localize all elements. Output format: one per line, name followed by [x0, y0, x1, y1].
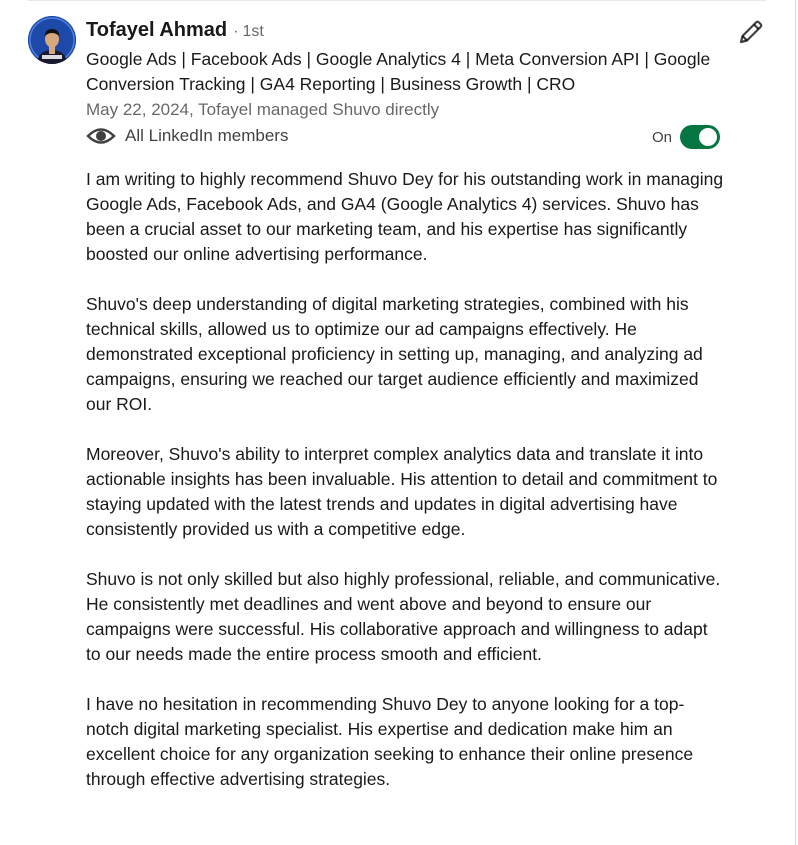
toggle-knob: [699, 128, 717, 146]
edit-button[interactable]: [736, 17, 766, 47]
panel-border: [795, 0, 796, 845]
toggle-switch[interactable]: [680, 125, 720, 149]
avatar[interactable]: [28, 16, 76, 64]
recommendation-paragraph: Moreover, Shuvo's ability to interpret complex analytics data and translate it into actionable insights has been invaluable. His attention to detail and commitment to staying updated with the latest trends and updates in digital advertising have consistently provided us with a competitive edge.: [86, 444, 718, 539]
recommendation-text: [86, 167, 726, 817]
author-name[interactable]: Tofayel Ahmad: [86, 19, 228, 41]
separator-dot: ·: [233, 23, 239, 40]
eye-icon: [86, 124, 116, 148]
top-divider: [28, 0, 766, 1]
author-headline: Google Ads | Facebook Ads | Google Analytics 4 | Meta Conversion API | Google Conversion Tracking | GA4 Reporting | Business Growth | CRO: [86, 49, 711, 94]
profile-photo-icon: [28, 16, 76, 64]
pencil-icon: [737, 18, 765, 46]
visibility-setting: [86, 124, 288, 148]
recommendation-paragraph: I have no hesitation in recommending Shuvo Dey to anyone looking for a top-notch digital marketing specialist. His expertise and dedication make him an excellent choice for any organization seeking to enhance their online presence through effective advertising strategies.: [86, 694, 694, 789]
connection-degree: 1st: [242, 23, 264, 40]
recommendation-meta: May 22, 2024, Tofayel managed Shuvo directly: [86, 100, 440, 119]
author-line: [86, 19, 264, 45]
recommendation-paragraph: Shuvo is not only skilled but also highly professional, reliable, and communicative. He consistently met deadlines and went above and beyond to ensure our campaigns were successful. His collaborative approach and willingness to adapt to our needs made the entire process smooth and efficient.: [86, 569, 721, 664]
visibility-label: All LinkedIn members: [125, 126, 289, 145]
recommendation-paragraph: I am writing to highly recommend Shuvo Dey for his outstanding work in managing Google Ads, Facebook Ads, and GA4 (Google Analytics 4) services. Shuvo has been a crucial asset to our marketing team, and his expertise has significantly boosted our online advertising performance.: [86, 169, 724, 264]
visibility-toggle[interactable]: [652, 124, 720, 150]
recommendation-paragraph: Shuvo's deep understanding of digital marketing strategies, combined with his technical skills, allowed us to optimize our ad campaigns effectively. He demonstrated exceptional proficiency in setting up, managing, and analyzing ad campaigns, ensuring we reached our target audience efficiently and maximized our ROI.: [86, 294, 703, 414]
toggle-label: On: [652, 128, 673, 146]
